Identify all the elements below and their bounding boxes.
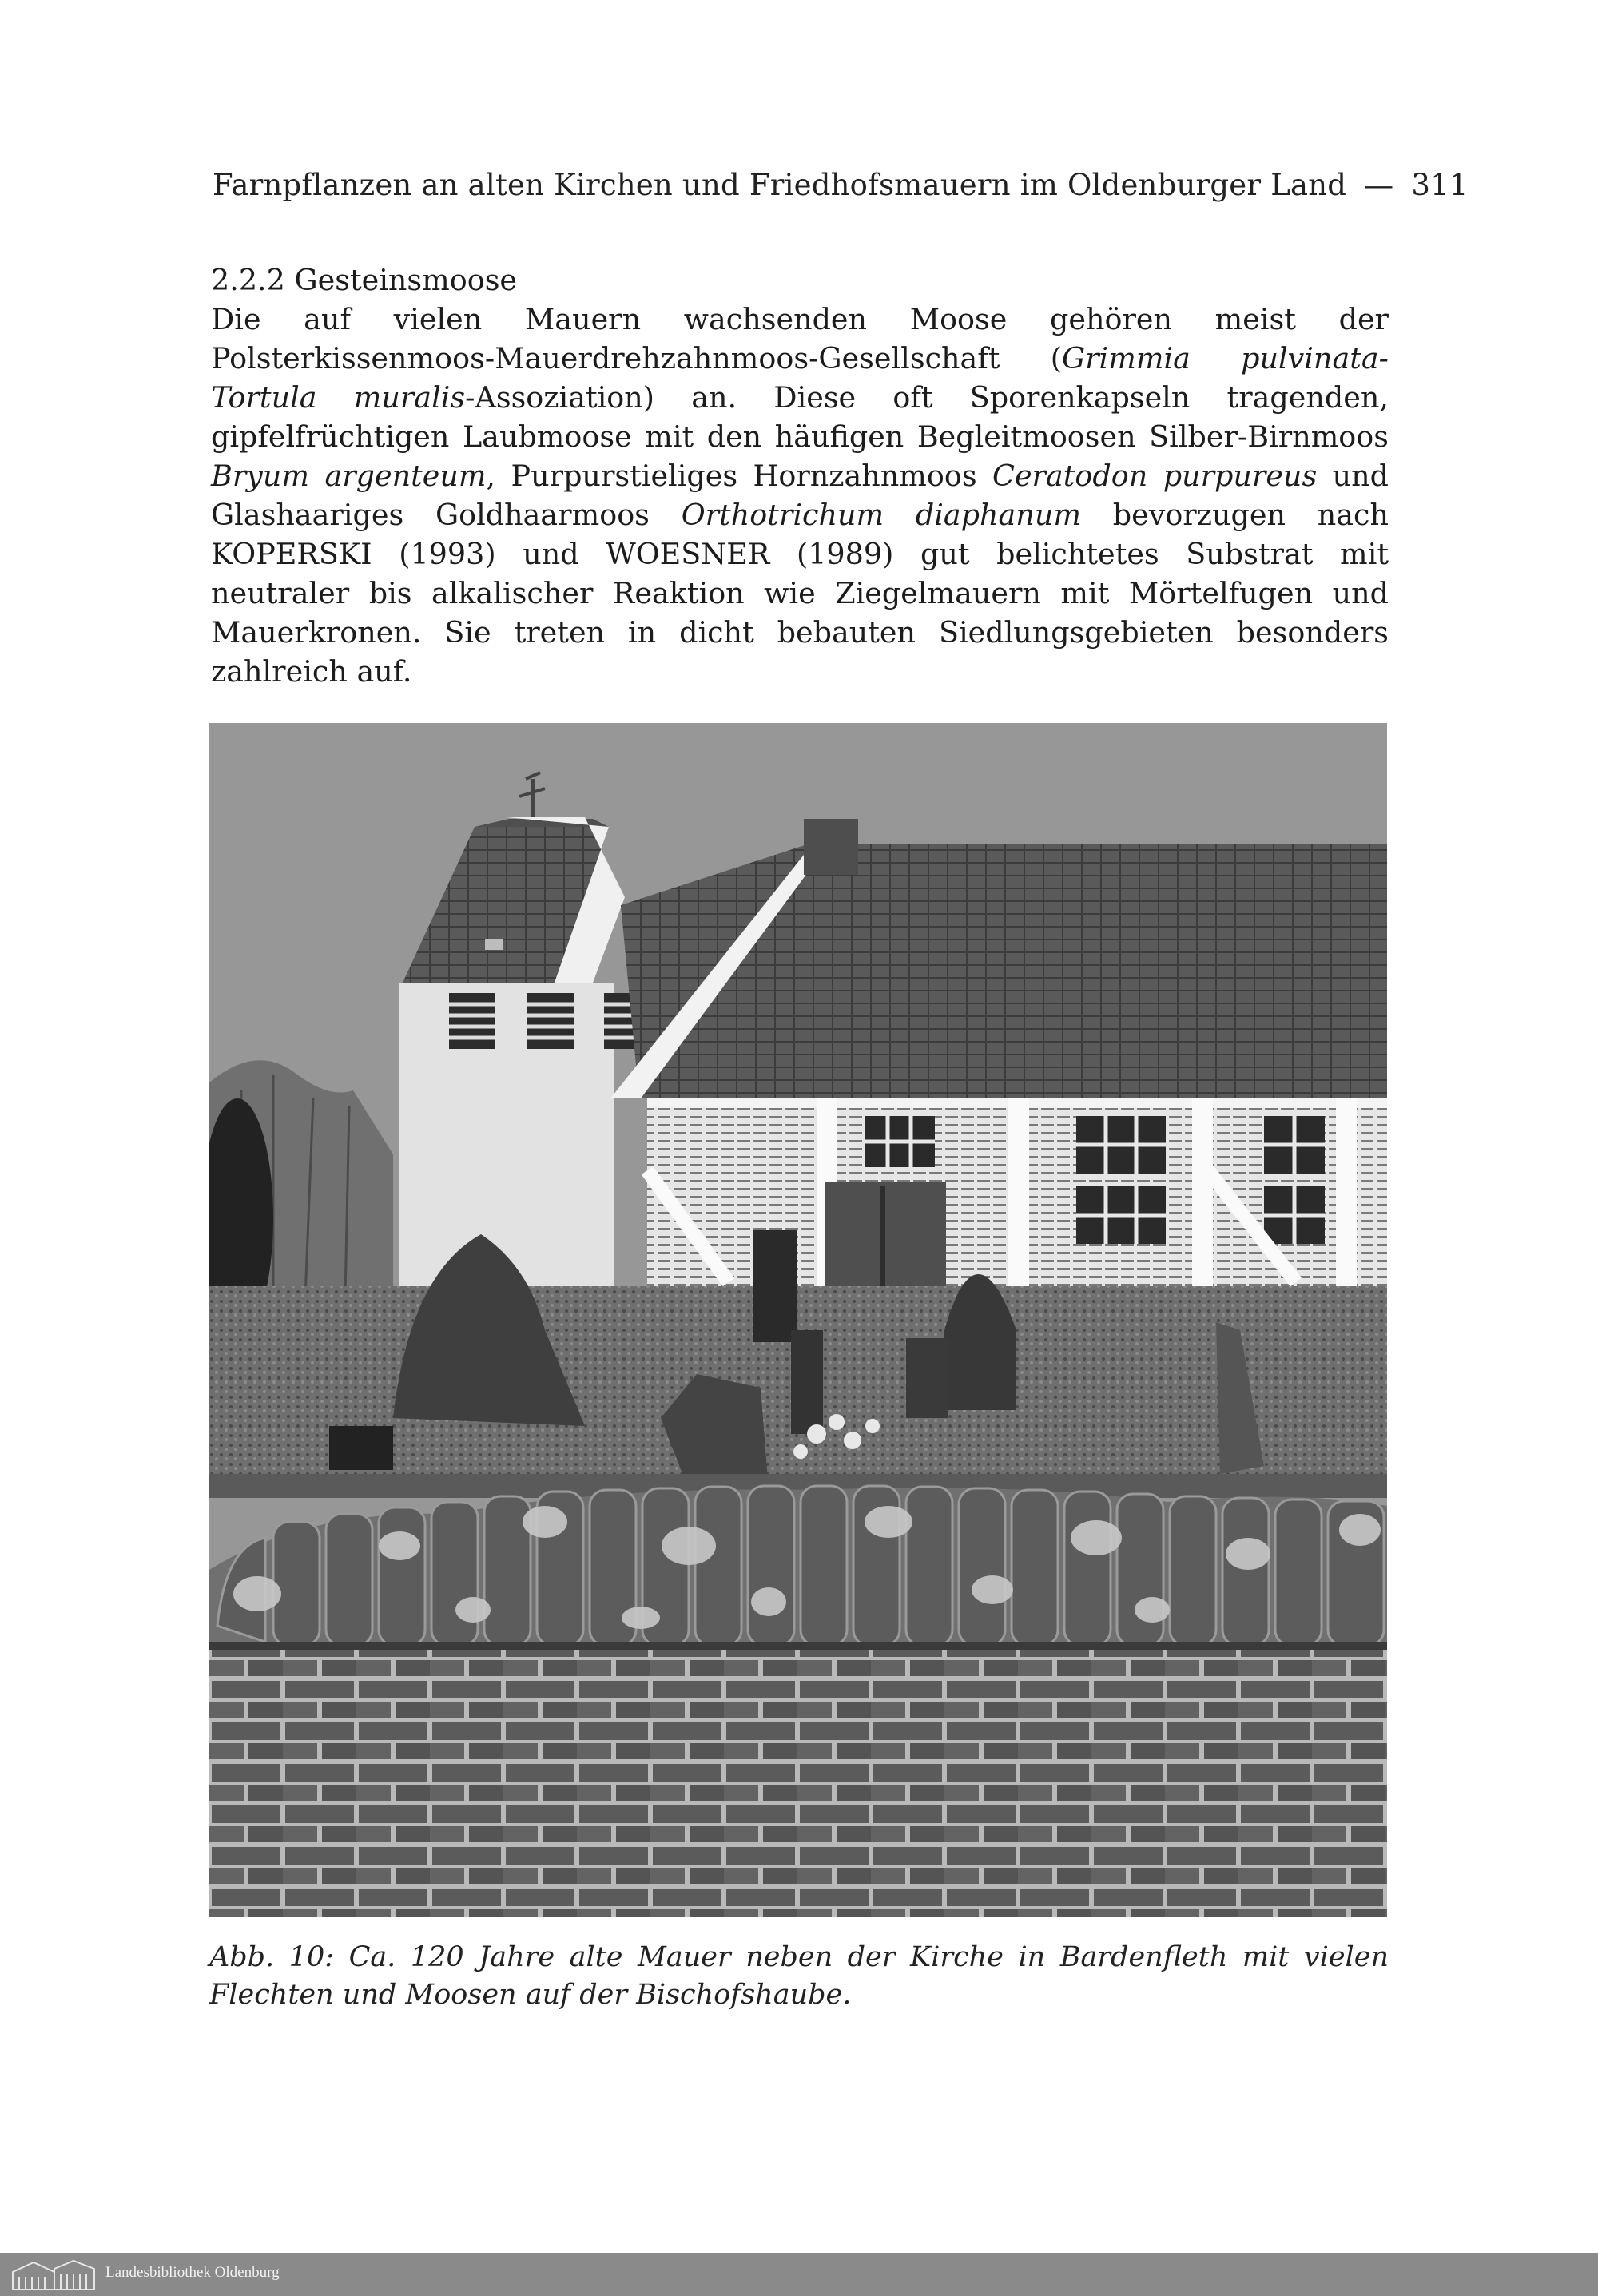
header-right <box>1346 168 1468 202</box>
brick-wall <box>209 1486 1387 1917</box>
paragraph-text: bevorzugen nach KOPERSKI (1993) und WOESNER (1989) gut belichtetes Substrat mit neutraler bis alkalischer Reaktion wie Ziegelmauern mit Mörtelfugen und Mauerkronen. Sie treten in dicht bebauten Siedlungsgebieten besonders zahlreich auf. <box>211 498 1389 689</box>
species-name: Bryum argenteum <box>211 459 487 493</box>
footer-library-name: Landesbibliothek Oldenburg <box>105 2264 280 2281</box>
paragraph-text: -Assoziation) an. Diese oft Sporenkapseln tragenden, gipfelfrüchtigen Laubmoose mit den häufigen Begleitmoosen Silber-Birnmoos <box>211 380 1389 454</box>
section-heading: 2.2.2 Gesteinsmoose <box>211 263 518 297</box>
page-number: 311 <box>1411 168 1469 202</box>
library-logo-icon <box>10 2258 97 2291</box>
running-title: Farnpflanzen an alten Kirchen und Friedhofsmauern im Oldenburger Land <box>213 168 1347 202</box>
header-dash: — <box>1364 168 1394 202</box>
paragraph-text: Die auf vielen Mauern wachsenden Moose gehören meist der Polsterkissenmoos-Mauerdrehzahnmoos-Gesellschaft ( <box>211 302 1389 375</box>
paragraph-text: , Purpurstieliges Hornzahnmoos <box>486 459 993 493</box>
section-gesteinsmoose <box>211 260 1389 691</box>
species-name: Ceratodon purpureus <box>992 459 1318 493</box>
footer-bar <box>0 2253 1598 2296</box>
running-header <box>213 168 1469 202</box>
figure-caption: Abb. 10: Ca. 120 Jahre alte Mauer neben der Kirche in Bardenfleth mit vielen Flechten und Moosen auf der Bischofshaube. <box>209 1941 1389 2011</box>
species-name: Orthotrichum diaphanum <box>681 498 1081 532</box>
church-wall-photo <box>209 723 1387 1917</box>
section-paragraph <box>211 300 1389 691</box>
paragraph-text: und Glashaariges Goldhaarmoos <box>211 459 1389 532</box>
species-name: Grimmia pulvinata-Tortula muralis <box>211 341 1389 415</box>
church-nave <box>610 819 1387 1334</box>
